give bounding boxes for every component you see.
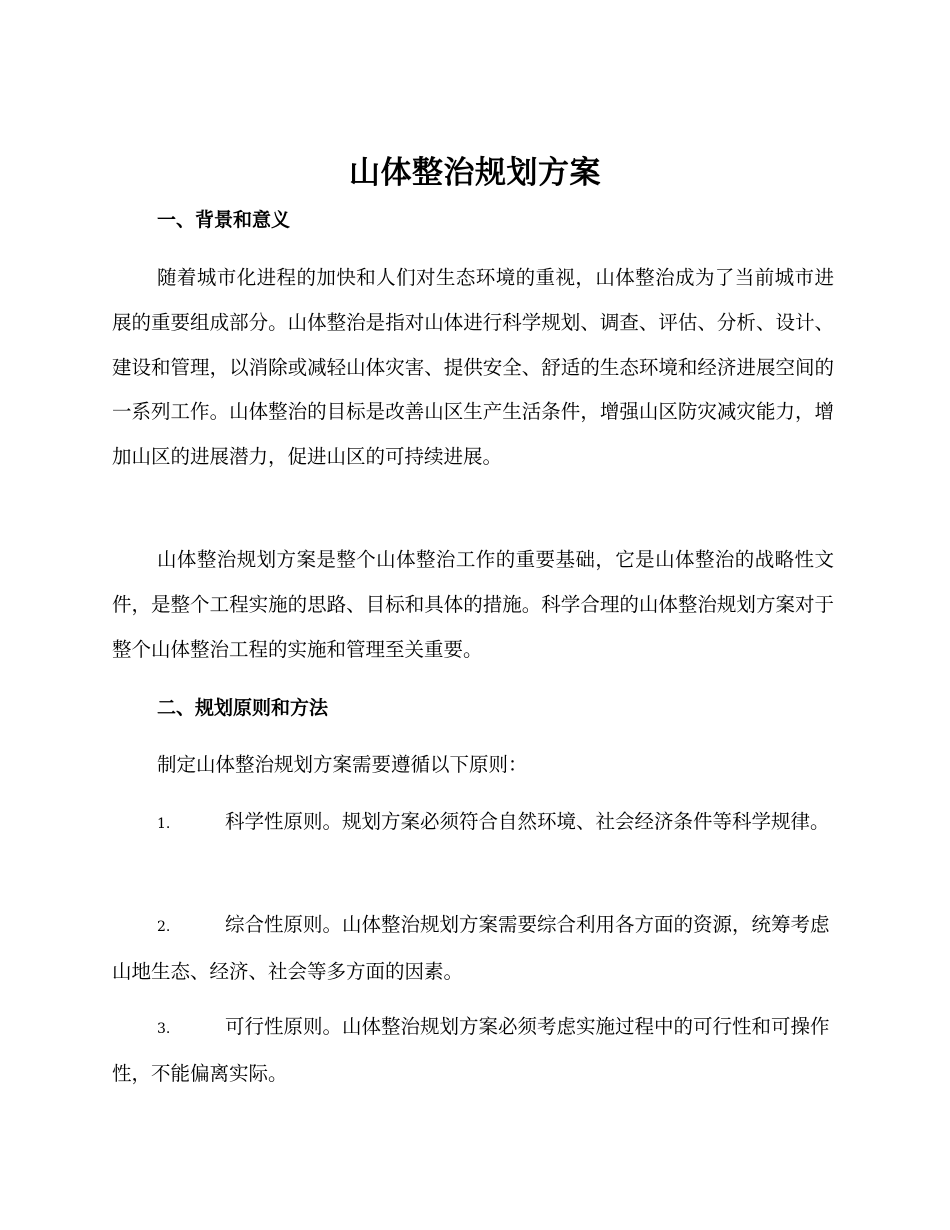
list-item-text: 科学性原则。规划方案必须符合自然环境、社会经济条件等科学规律。 — [225, 810, 830, 833]
list-item-text: 可行性原则。山体整治规划方案必须考虑实施过程中的可行性和可操作性，不能偏离实际。 — [112, 1015, 830, 1085]
list-item — [112, 903, 834, 995]
paragraph-background-2: 山体整治规划方案是整个山体整治工作的重要基础，它是山体整治的战略性文件，是整个工程实施的思路、目标和具体的措施。科学合理的山体整治规划方案对于整个山体整治工程的实施和管理至关重要。 — [112, 548, 834, 661]
paragraph-principles-intro: 制定山体整治规划方案需要遵循以下原则： — [157, 753, 528, 776]
list-item-number: 2. — [157, 919, 171, 935]
list-item-number: 3. — [157, 1021, 171, 1037]
list-item — [112, 800, 834, 847]
paragraph-background-1: 随着城市化进程的加快和人们对生态环境的重视，山体整治成为了当前城市进展的重要组成部分。山体整治是指对山体进行科学规划、调查、评估、分析、设计、建设和管理，以消除或减轻山体灾害、提供安全、舒适的生态环境和经济进展空间的一系列工作。山体整治的目标是改善山区生产生活条件，增强山区防灾减灾能力，增加山区的进展潜力，促进山区的可持续进展。 — [112, 266, 834, 469]
page-title: 山体整治规划方案 — [349, 155, 601, 191]
list-item-text: 综合性原则。山体整治规划方案需要综合利用各方面的资源，统筹考虑山地生态、经济、社会等多方面的因素。 — [112, 913, 830, 983]
list-item-number: 1. — [157, 816, 171, 832]
section-heading-principles: 二、规划原则和方法 — [157, 697, 329, 719]
list-item — [112, 1005, 834, 1097]
section-heading-background: 一、背景和意义 — [157, 209, 291, 231]
